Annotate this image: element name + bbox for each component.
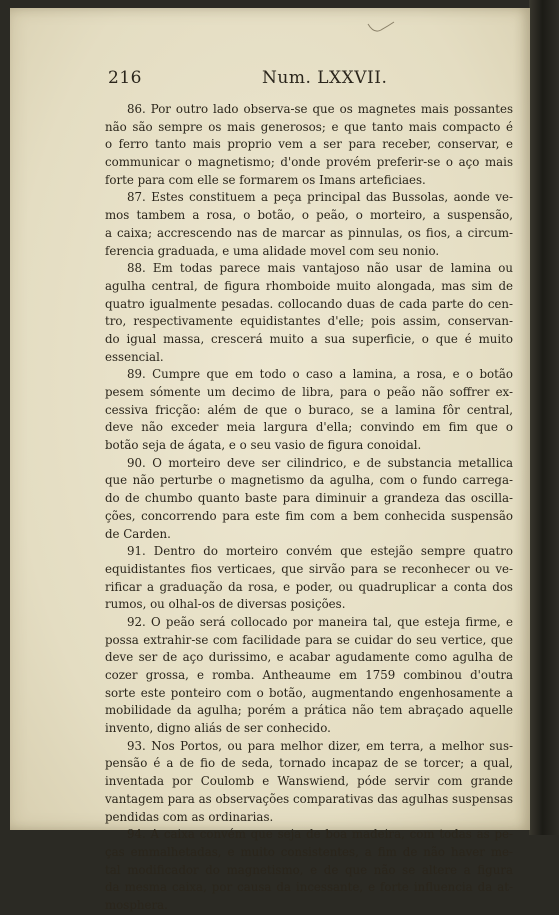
- text-line: que não perturbe o magnetismo da agulha, com o fundo carrega-: [105, 473, 513, 488]
- text-line: pendidas com as ordinarias.: [105, 809, 274, 824]
- text-line: vantagem para as observações comparativas das agulhas suspensas: [105, 791, 513, 806]
- text-line: 90. O morteiro deve ser cilindrico, e de substancia metallica: [127, 455, 513, 470]
- page-header: [108, 68, 520, 90]
- text-line: communicar o magnetismo; d'onde provém preferir-se o aço mais: [105, 155, 513, 170]
- text-line: ças emmalhetadas, e muito consistentes, a fim de não haver me-: [105, 844, 513, 859]
- text-line: pensão é a de fio de seda, tornado incapaz de se torcer; a qual,: [105, 756, 513, 771]
- text-line: pesem sómente um decimo de libra, para o peão não soffrer ex-: [105, 385, 513, 399]
- text-line: mos tambem a rosa, o botão, o peão, o morteiro, a suspensão,: [105, 208, 513, 223]
- text-line: do de chumbo quanto baste para diminuir a grandeza das oscilla-: [105, 491, 513, 506]
- book-binding-edge: [529, 0, 559, 835]
- text-line: invento, digno aliás de ser conhecido.: [105, 721, 331, 736]
- text-line: tal modificador do magnetismo, e de que não se altere a figura: [105, 862, 513, 877]
- text-line: de Carden.: [105, 526, 171, 541]
- text-line: o ferro tanto mais proprio vem a ser para receber, conservar, e: [105, 137, 513, 152]
- text-line: deve ser de aço durissimo, e acabar agudamente como agulha de: [105, 650, 513, 665]
- text-line: da mesma caixa, por causa da incessante, e forte influencia da at-: [105, 880, 513, 895]
- text-line: mosphera.: [105, 897, 168, 912]
- running-head: Num. LXXVII.: [262, 68, 388, 88]
- text-line: possa extrahir-se com facilidade para se cuidar do seu vertice, que: [105, 632, 513, 647]
- text-line: deve não exceder meia largura d'ella; convindo em fim que o: [105, 420, 513, 435]
- text-line: 89. Cumpre que em todo o caso a lamina, a rosa, e o botão: [127, 367, 513, 382]
- text-line: 91. Dentro do morteiro convém que estejão sempre quatro: [127, 544, 513, 559]
- ink-mark-icon: [366, 20, 396, 36]
- body-text: [105, 101, 513, 915]
- text-line: inventada por Coulomb e Wanswiend, póde servir com grande: [105, 774, 513, 789]
- text-line: a caixa; accrescendo nas de marcar as pinnulas, os fios, a circum-: [105, 225, 513, 240]
- text-line: mobilidade da agulha; porém a prática não tem abraçado aquelle: [105, 703, 513, 718]
- text-line: ções, concorrendo para este fim com a bem conhecida suspensão: [105, 508, 513, 523]
- text-line: 93. Nos Portos, ou para melhor dizer, em terra, a melhor sus-: [127, 738, 513, 753]
- text-line: forte para com elle se formarem os Imans arteficiaes.: [105, 172, 426, 187]
- text-line: 94. A caixa convém que seja de boa madeira, com todas as pe-: [127, 827, 513, 842]
- text-line: essencial.: [105, 349, 164, 364]
- text-line: do igual massa, crescerá muito a sua superficie, o que é muito: [105, 331, 513, 346]
- text-line: ferencia graduada, e uma alidade movel com seu nonio.: [105, 243, 440, 258]
- text-line: cessiva fricção: além de que o buraco, se a lamina fôr central,: [105, 402, 513, 417]
- text-line: 86. Por outro lado observa-se que os magnetes mais possantes: [127, 102, 513, 116]
- text-line: rificar a graduação da rosa, e poder, ou quadruplicar a conta dos: [105, 579, 513, 594]
- page-number: 216: [108, 68, 142, 88]
- text-line: quatro igualmente pesadas. collocando duas de cada parte do cen-: [105, 296, 513, 311]
- text-line: sorte este ponteiro com o botão, augmentando engenhosamente a: [105, 685, 513, 700]
- text-line: cozer grossa, e romba. Antheaume em 1759 combinou d'outra: [105, 668, 513, 682]
- text-line: 87. Estes constituem a peça principal das Bussolas, aonde ve-: [127, 190, 513, 205]
- text-line: rumos, ou olhal-os de diversas posições.: [105, 597, 346, 612]
- text-line: agulha central, de figura rhomboide muito alongada, mas sim de: [105, 278, 513, 293]
- text-line: tro, respectivamente equidistantes d'elle; pois assim, conservan-: [105, 314, 513, 329]
- text-line: não são sempre os mais generosos; e que tanto mais compacto é: [105, 119, 513, 134]
- text-line: 88. Em todas parece mais vantajoso não usar de lamina ou: [127, 261, 513, 276]
- text-line: 92. O peão será collocado por maneira tal, que esteja firme, e: [127, 614, 513, 629]
- text-line: equidistantes fios verticaes, que sirvão para se reconhecer ou ve-: [105, 561, 513, 576]
- text-line: botão seja de ágata, e o seu vasio de figura conoidal.: [105, 438, 422, 453]
